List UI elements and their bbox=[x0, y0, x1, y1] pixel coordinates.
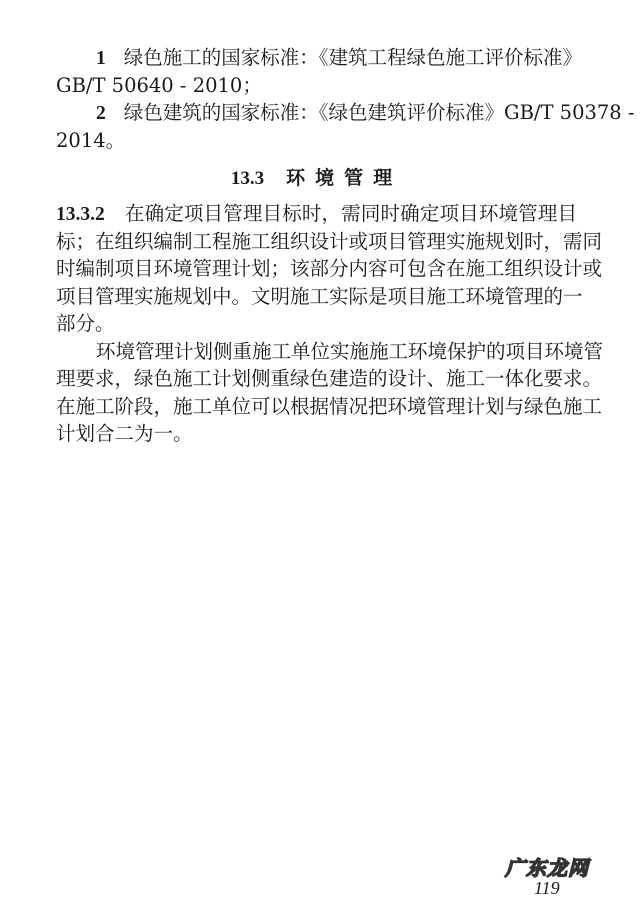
clause-line: 项目管理实施规划中。文明施工实际是项目施工环境管理的一 bbox=[56, 284, 583, 308]
clause-text: 在确定项目管理目标时，需同时确定项目环境管理目 bbox=[124, 202, 577, 225]
paragraph-line: 理要求，绿色施工计划侧重绿色建造的设计、施工一体化要求。 bbox=[56, 367, 603, 390]
list-item-line: GB/T 50640 - 2010； bbox=[56, 73, 262, 97]
paragraph-line: 在施工阶段，施工单位可以根据情况把环境管理计划与绿色施工 bbox=[56, 394, 603, 418]
clause-line bbox=[56, 200, 577, 228]
list-item-1 bbox=[56, 44, 583, 99]
list-item-2 bbox=[56, 99, 635, 154]
clause-line: 部分。 bbox=[56, 312, 115, 335]
page-number: 119 bbox=[534, 878, 560, 898]
list-item-line bbox=[56, 44, 583, 72]
clause-line: 标；在组织编制工程施工组织设计或项目管理实施规划时，需同 bbox=[56, 229, 603, 253]
clause-number: 13.3.2 bbox=[56, 204, 105, 225]
explanation-paragraph bbox=[56, 338, 604, 448]
list-item-line bbox=[56, 99, 635, 127]
document-page bbox=[56, 44, 635, 448]
clause-line: 时编制项目环境管理计划；该部分内容可包含在施工组织设计或 bbox=[56, 257, 603, 280]
section-number: 13.3 bbox=[230, 168, 265, 189]
section-heading bbox=[56, 165, 577, 192]
paragraph-line: 计划合二为一。 bbox=[56, 422, 193, 445]
list-item-line: 2014。 bbox=[56, 128, 126, 152]
list-item-number: 1 bbox=[96, 48, 106, 69]
list-item-text: 绿色施工的国家标准：《建筑工程绿色施工评价标准》 bbox=[123, 46, 583, 69]
list-item-text: 绿色建筑的国家标准：《绿色建筑评价标准》GB/T 50378 - bbox=[123, 101, 635, 124]
watermark-logo: 广东龙网 bbox=[505, 856, 589, 880]
section-title: 环境管理 bbox=[286, 167, 403, 189]
paragraph-line: 环境管理计划侧重施工单位实施施工环境保护的项目环境管 bbox=[96, 339, 604, 363]
clause-13-3-2 bbox=[56, 200, 603, 338]
list-item-number: 2 bbox=[96, 103, 106, 124]
